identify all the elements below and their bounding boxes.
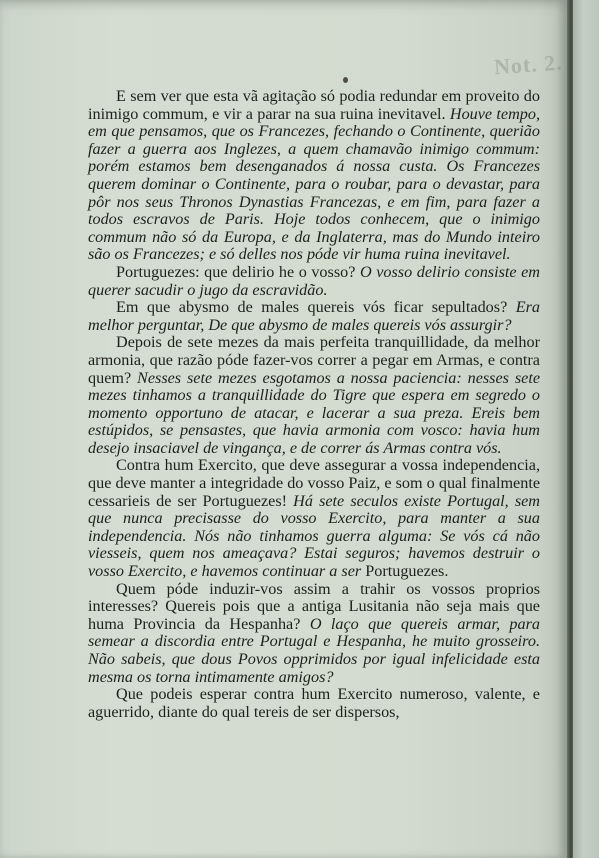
body-text xyxy=(88,88,540,721)
paragraph-6: Quem póde induzir-vos assim a trahir os vossos proprios interesses? Quereis pois que a antiga Lusitania não seja mais que huma Provincia da Hespanha? O laço que quereis armar, para semear a discordia entre Portugal e Hespanha, he muito grosseiro. Não sabeis, que dous Povos opprimidos por igual infelicidade esta mesma os torna intimamente amigos? xyxy=(88,579,541,686)
show-through-mark: Not. 2. xyxy=(493,49,564,80)
paragraph-5: Contra hum Exercito, que deve assegurar a vossa independencia, que deve manter a integridade do vosso Paiz, e som o qual finalmente cessarieis de ser Portuguezes! Há sete seculos existe Portugal, sem que nunca precisasse do vosso Exercito, para manter a sua independencia. Nós não tinhamos guerra alguma: Se vós cá não viesseis, quem nos ameaçava? Estai seguros; havemos destruir o vosso Exercito, e havemos continuar a ser Portuguezes. xyxy=(88,456,541,581)
paragraph-4: Depois de sete mezes da mais perfeita tranquillidade, da melhor armonia, que razão póde fazer-vos correr a pegar em Armas, e contra quem? Nesses sete mezes esgotamos a nossa paciencia: nesses sete mezes tinhamos a tranquillidade do Tigre que espera em segredo o momento opportuno de atacar, e lacerar a sua preza. Ereis bem estúpidos, se pensastes, que havia armonia com vosco: havia hum desejo insaciavel de vingança, e de correr ás Armas contra vós. xyxy=(88,333,541,457)
ink-dot xyxy=(343,77,348,83)
paragraph-1: E sem ver que esta vã agitação só podia redundar em proveito do inimigo commum, e vir a parar na sua ruina inevitavel. Houve tempo, em que pensamos, que os Francezes, fechando o Continente, querião fazer a guerra aos Inglezes, a quem chamavão inimigo commum: porém estamos bem desenganados á nossa custa. Os Francezes querem dominar o Continente, para o roubar, para o devastar, para pôr nos seus Thronos Dynastias Francezas, e em fim, para fazer a todos escravos de Paris. Hoje todos conhecem, que o inimigo commum não só da Europa, e da Inglaterra, mas do Mundo inteiro são os Francezes; e só delles nos póde vir huma ruina inevitavel. xyxy=(88,87,541,264)
paragraph-3: Em que abysmo de males quereis vós ficar sepultados? Era melhor perguntar, De que abysmo de males quereis vós assurgir? xyxy=(88,298,540,334)
paragraph-7: Que podeis esperar contra hum Exercito numeroso, valente, e aguerrido, diante do qual tereis de ser dispersos, xyxy=(88,685,540,721)
paragraph-2: Portuguezes: que delirio he o vosso? O vosso delirio consiste em querer sacudir o jugo da escravidão. xyxy=(88,262,541,299)
adjacent-page-edge xyxy=(573,0,599,858)
